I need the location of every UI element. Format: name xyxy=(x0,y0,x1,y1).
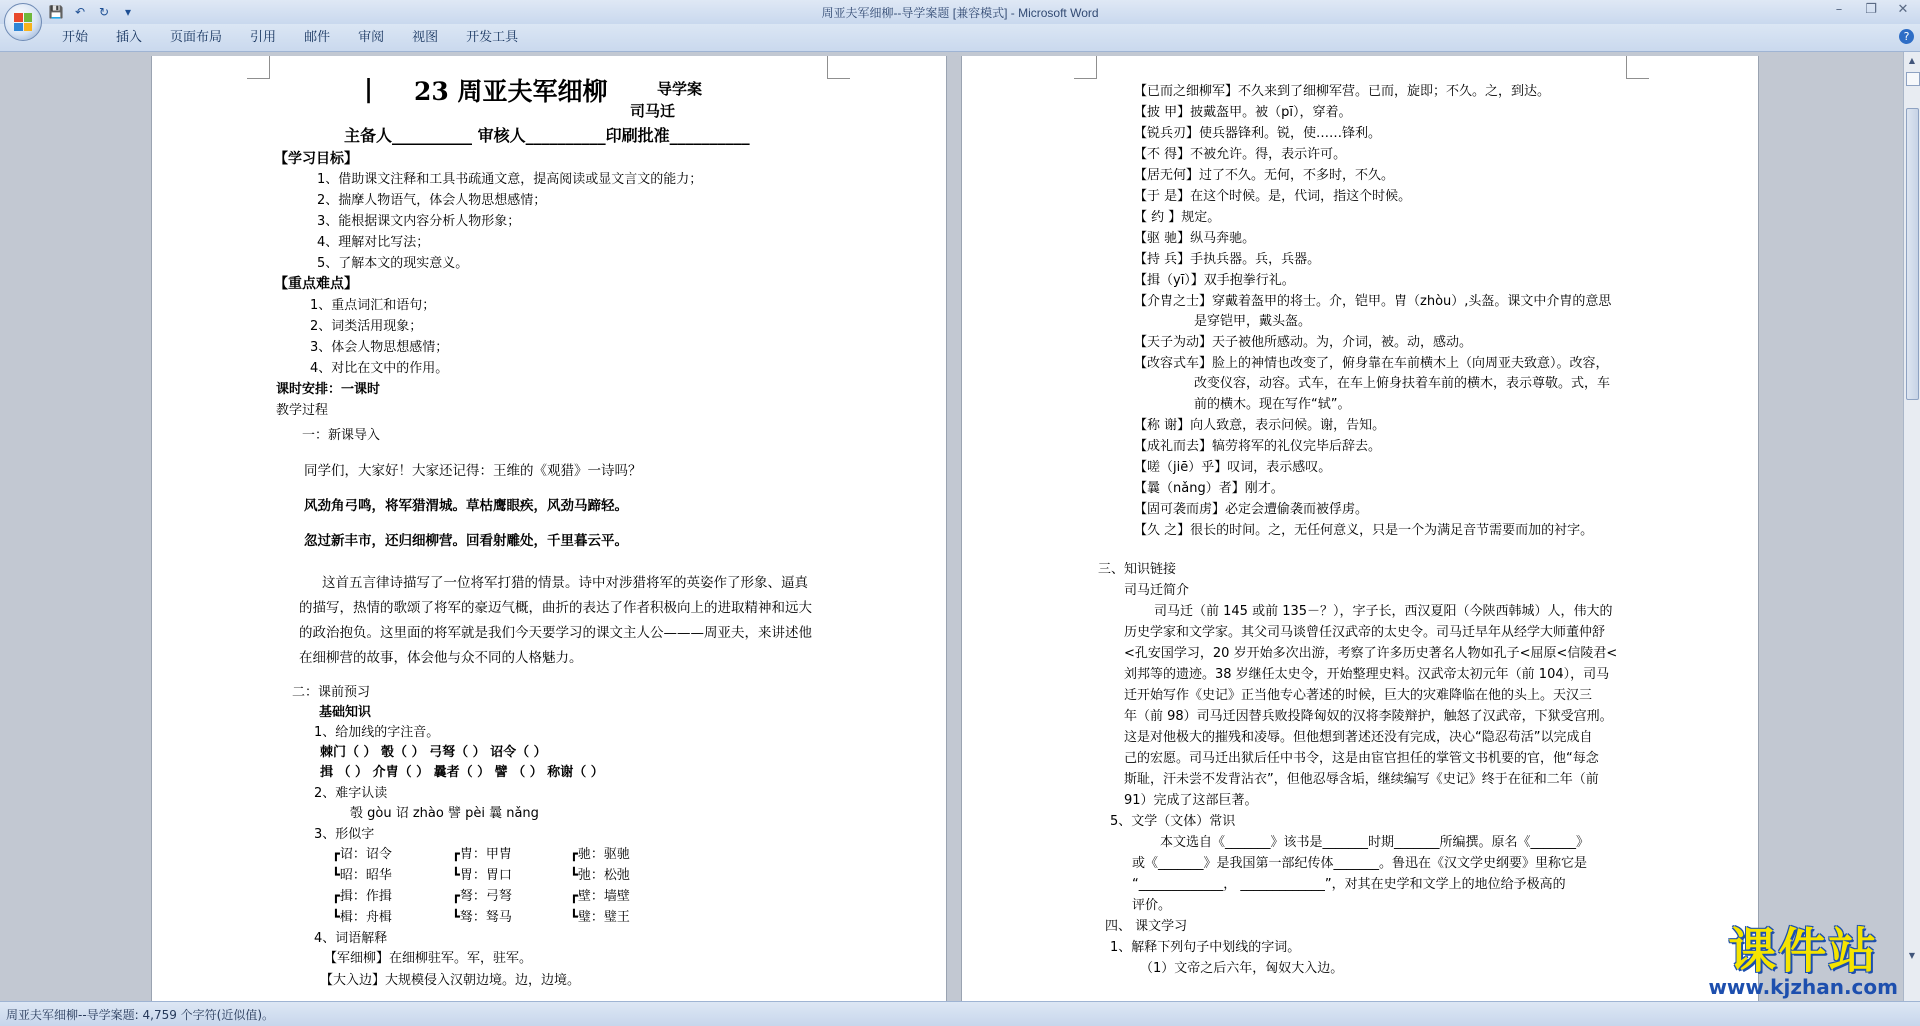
bio-line: 91）完成了这部巨著。 xyxy=(1124,793,1258,808)
similar-char: ┏胄：甲胄 xyxy=(452,847,512,862)
office-button[interactable] xyxy=(4,3,42,41)
title-cursor: | xyxy=(364,74,374,103)
vocab-item: 【天子为动】天子被他所感动。为，介词，被。动，感动。 xyxy=(1134,335,1473,350)
bio-heading: 司马迁简介 xyxy=(1124,583,1190,598)
bio-line: 年（前 98）司马迁因替兵败投降匈奴的汉将李陵辩护，触怒了汉武帝，下狱受宫刑。 xyxy=(1124,709,1613,724)
customize-toolbar-icon[interactable]: ▾ xyxy=(124,5,132,19)
goal-item: 3、能根据课文内容分析人物形象； xyxy=(317,214,521,229)
lit-line: 评价。 xyxy=(1132,898,1172,913)
section-3-heading: 三、知识链接 xyxy=(1098,562,1177,577)
vocab-item: 【军细柳】在细柳驻军。军，驻军。 xyxy=(324,951,533,966)
tab-page-layout[interactable]: 页面布局 xyxy=(170,30,223,45)
bio-line: 历史学家和文学家。其父司马谈曾任汉武帝的太史令。司马迁早年从经学大师董仲舒 xyxy=(1124,625,1606,640)
vocab-item-continued: 是穿铠甲，戴头盔。 xyxy=(1194,314,1312,329)
scroll-up-icon[interactable]: ▲ xyxy=(1908,56,1916,65)
site-watermark xyxy=(1708,925,1898,999)
tab-review[interactable]: 审阅 xyxy=(358,30,385,45)
bio-line: 这是对他极大的摧残和凌辱。但他想到著述还没有完成，决心“隐忍苟活”以完成自 xyxy=(1124,730,1593,745)
tab-developer[interactable]: 开发工具 xyxy=(466,30,519,45)
similar-char: ┗胃：胃口 xyxy=(452,868,512,883)
close-button[interactable]: ✕ xyxy=(1897,2,1909,17)
lit-line: 本文选自《_______》该书是_______时期_______所编撰。原名《_______》 xyxy=(1160,835,1590,850)
key-item: 1、重点词汇和语句； xyxy=(310,298,436,313)
similar-char: ┏揖：作揖 xyxy=(332,889,392,904)
key-item: 3、体会人物思想感情； xyxy=(310,340,449,355)
key-item: 2、词类活用现象； xyxy=(310,319,423,334)
similar-char: ┏驰：驱驰 xyxy=(570,847,630,862)
key-item: 4、对比在文中的作用。 xyxy=(310,361,449,376)
bio-line: 迁开始写作《史记》正当他专心著述的时候，巨大的灾难降临在他的头上。天汉三 xyxy=(1124,688,1593,703)
vocab-item: 【驱 驰】纵马奔驰。 xyxy=(1134,231,1256,246)
paragraph-line: 这首五言律诗描写了一位将军打猎的情景。诗中对涉猎将军的英姿作了形象、逼真 xyxy=(322,575,808,591)
help-icon[interactable]: ? xyxy=(1899,29,1914,44)
process-heading: 教学过程 xyxy=(276,403,329,418)
section-2-heading: 二：课前预习 xyxy=(292,685,371,700)
view-ruler-icon[interactable] xyxy=(1906,72,1920,86)
scroll-down-icon[interactable]: ▼ xyxy=(1908,951,1916,960)
title-bar xyxy=(0,0,1920,25)
window-title: 周亚夫军细柳--导学案题 [兼容模式] - Microsoft Word xyxy=(821,6,1099,20)
ribbon-tabs xyxy=(0,24,1920,52)
vocab-item: 【锐兵刃】使兵器锋利。锐，使……锋利。 xyxy=(1134,126,1382,141)
undo-icon[interactable]: ↶ xyxy=(74,5,86,19)
vocab-item: 【改容式车】脸上的神情也改变了，俯身靠在车前横木上（向周亚夫致意）。改容， xyxy=(1134,356,1609,371)
vocab-item: 【称 谢】向人致意，表示问候。谢，告知。 xyxy=(1134,418,1386,433)
margin-corner-mark xyxy=(1626,56,1649,79)
key-heading: 【重点难点】 xyxy=(274,276,358,292)
staff-row: 主备人__________ 审核人__________印刷批准__________ xyxy=(344,126,750,145)
similar-char: ┗昭：昭华 xyxy=(332,868,392,883)
word-count-status[interactable]: 周亚夫军细柳--导学案题: 4,759 个字符(近似值)。 xyxy=(6,1008,275,1022)
vertical-scrollbar[interactable] xyxy=(1903,52,1920,1001)
tab-references[interactable]: 引用 xyxy=(250,30,277,45)
vocab-item: 【成礼而去】犒劳将军的礼仪完毕后辞去。 xyxy=(1134,439,1382,454)
similar-char: ┏诏：诏令 xyxy=(332,847,392,862)
paragraph-line: 在细柳营的故事，体会他与众不同的人格魅力。 xyxy=(299,650,583,666)
poem-line: 风劲角弓鸣，将军猎渭城。草枯鹰眼疾，风劲马蹄轻。 xyxy=(304,498,628,514)
paragraph-line: 的政治抱负。这里面的将军就是我们今天要学习的课文主人公———周亚夫，来讲述他 xyxy=(299,625,812,641)
vocab-item: 【已而之细柳军】不久来到了细柳军营。已而，旋即；不久。之，到达。 xyxy=(1134,84,1551,99)
hard-words-heading: 2、难字认读 xyxy=(314,786,388,801)
author: 司马迁 xyxy=(630,102,676,120)
watermark-logo: 课件站 xyxy=(1728,923,1879,979)
bio-line: 斯耻，汗未尝不发背沾衣”，但他忍辱含垢，继续编写《史记》终于在征和二年（前 xyxy=(1124,772,1599,787)
schedule: 课时安排：一课时 xyxy=(276,382,381,397)
margin-corner-mark xyxy=(827,56,850,79)
tab-view[interactable]: 视图 xyxy=(412,30,439,45)
vocab-item: 【披 甲】披戴盔甲。被（pī），穿着。 xyxy=(1134,105,1352,120)
phonetic-row: 揖 （ ） 介胄（ ） 曩者（ ） 譬 （ ） 称谢（ ） xyxy=(320,765,604,780)
bio-line: 己的宏愿。司马迁出狱后任中书令，这是由宦官担任的掌管文书机要的官，他“每念 xyxy=(1124,751,1599,766)
bio-line: 刘邦等的遗迹。38 岁继任太史令，开始整理史料。汉武帝太初元年（前 104），司马 xyxy=(1124,667,1610,682)
vocab-item: 【介胄之士】穿戴着盔甲的将士。介，铠甲。胄（zhòu）,头盔。课文中介胄的意思 xyxy=(1134,294,1612,309)
paragraph-line: 的描写，热情的歌颂了将军的豪迈气概，曲折的表达了作者积极向上的进取精神和远大 xyxy=(299,600,812,616)
section-1-heading: 一：新课导入 xyxy=(302,428,381,443)
goal-item: 4、理解对比写法； xyxy=(317,235,430,250)
minimize-button[interactable]: – xyxy=(1835,2,1843,17)
similar-char: ┏弩：弓弩 xyxy=(452,889,512,904)
hard-words: 彀 gòu 诏 zhào 譬 pèi 曩 nǎng xyxy=(350,806,539,821)
save-icon[interactable]: 💾 xyxy=(48,5,64,19)
similar-heading: 3、形似字 xyxy=(314,827,375,842)
similar-char: ┗驽：驽马 xyxy=(452,910,512,925)
lit-line: 或《_______》是我国第一部纪传体_______。鲁迅在《汉文学史纲要》里称它是 xyxy=(1132,856,1588,871)
similar-char: ┏壁：墙壁 xyxy=(570,889,630,904)
lit-line: “_____________， _____________”，对其在史学和文学上的地位给予极高的 xyxy=(1132,877,1566,892)
vocab-item: 【曩（nǎng）者】刚才。 xyxy=(1134,481,1284,496)
vocab-item-continued: 改变仪容，动容。式车，在车上俯身扶着车前的横木，表示尊敬。式，车 xyxy=(1194,376,1611,391)
bio-line: <孔安国学习，20 岁开始多次出游，考察了许多历史著名人物如孔子<屈原<信陵君< xyxy=(1124,646,1618,661)
scroll-thumb[interactable] xyxy=(1906,108,1919,400)
intro-text: 同学们，大家好！大家还记得：王维的《观猎》一诗吗？ xyxy=(304,463,642,479)
vocab-heading: 4、词语解释 xyxy=(314,931,388,946)
restore-button[interactable]: ❐ xyxy=(1865,2,1877,17)
document-page-right[interactable] xyxy=(962,56,1758,1006)
bio-line: 司马迁（前 145 或前 135－？），字子长，西汉夏阳（今陕西韩城）人，伟大的 xyxy=(1154,604,1613,619)
vocab-item: 【 约 】规定。 xyxy=(1134,210,1221,225)
vocab-item: 【大入边】大规模侵入汉朝边境。边，边境。 xyxy=(320,973,581,988)
goal-item: 5、了解本文的现实意义。 xyxy=(317,256,469,271)
vocab-item: 【嗟（jiē）乎】叹词，表示感叹。 xyxy=(1134,460,1332,475)
goal-item: 1、借助课文注释和工具书疏通文意，提高阅读或显文言文的能力； xyxy=(317,172,703,187)
margin-corner-mark xyxy=(1074,56,1097,79)
tab-insert[interactable]: 插入 xyxy=(116,30,143,45)
vocab-item: 【不 得】不被允许。得，表示许可。 xyxy=(1134,147,1347,162)
similar-char: ┗楫：舟楫 xyxy=(332,910,392,925)
document-page-left[interactable] xyxy=(152,56,946,1006)
section-4-heading: 四、 课文学习 xyxy=(1105,919,1188,934)
redo-icon[interactable]: ↻ xyxy=(98,5,110,19)
poem-line: 忽过新丰市，还归细柳营。回看射雕处，千里暮云平。 xyxy=(304,533,628,549)
window-controls xyxy=(1830,2,1912,17)
lit-heading: 5、文学（文体）常识 xyxy=(1110,814,1236,829)
vocab-item: 【固可袭而虏】必定会遭偷袭而被俘虏。 xyxy=(1134,502,1369,517)
office-logo-icon xyxy=(14,13,32,31)
tab-home[interactable]: 开始 xyxy=(62,30,89,45)
page-title: 23 周亚夫军细柳 xyxy=(414,77,608,106)
document-workspace[interactable] xyxy=(0,52,1920,1001)
vocab-item-continued: 前的横木。现在写作“轼”。 xyxy=(1194,397,1351,412)
tab-mailings[interactable]: 邮件 xyxy=(304,30,331,45)
explain-heading: 1、解释下列句子中划线的字词。 xyxy=(1110,940,1301,955)
status-bar xyxy=(0,1001,1920,1026)
margin-corner-mark xyxy=(247,56,270,79)
goal-item: 2、揣摩人物语气，体会人物思想感情； xyxy=(317,193,547,208)
page-subtitle: 导学案 xyxy=(657,80,703,98)
goals-heading: 【学习目标】 xyxy=(274,151,358,167)
similar-char: ┗弛：松弛 xyxy=(570,868,630,883)
vocab-item: 【持 兵】手执兵器。兵，兵器。 xyxy=(1134,252,1321,267)
basic-heading: 基础知识 xyxy=(319,705,372,720)
watermark-url: www.kjzhan.com xyxy=(1708,975,1898,999)
similar-char: ┗璧：璧王 xyxy=(570,910,630,925)
vocab-item: 【于 是】在这个时候。是，代词，指这个时候。 xyxy=(1134,189,1412,204)
phonetic-row: 棘门（ ） 彀（ ） 弓弩（ ） 诏令（ ） xyxy=(320,745,547,760)
vocab-item: 【居无何】过了不久。无何，不多时，不久。 xyxy=(1134,168,1395,183)
phonetic-heading: 1、给加线的字注音。 xyxy=(314,725,440,740)
explain-item: （1）文帝之后六年，匈奴大入边。 xyxy=(1140,961,1344,976)
vocab-item: 【揖（yī）】双手抱拳行礼。 xyxy=(1134,273,1295,288)
vocab-item: 【久 之】很长的时间。之，无任何意义，只是一个为满足音节需要而加的衬字。 xyxy=(1134,523,1594,538)
